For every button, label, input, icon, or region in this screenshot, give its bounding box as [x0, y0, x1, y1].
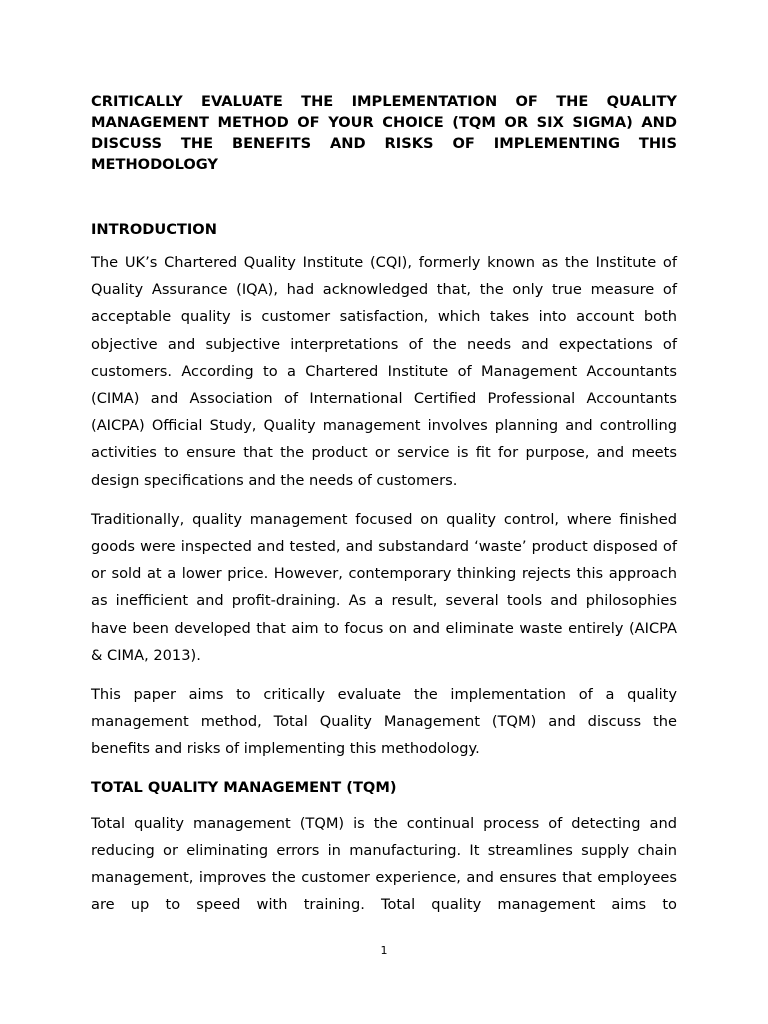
introduction-heading: INTRODUCTION — [91, 221, 217, 238]
page-number: 1 — [380, 944, 388, 957]
document-title: CRITICALLY EVALUATE THE IMPLEMENTATION OF THE QUALITY MANAGEMENT METHOD OF YOUR CHOICE (TQM OR SIX SIGMA) AND DISCUSS THE BENEFITS AND RISKS OF IMPLEMENTING THIS METHODOLOGY — [91, 93, 677, 173]
tqm-paragraph-1: Total quality management (TQM) is the continual process of detecting and reducing or eliminating errors in manufacturing. It streamlines supply chain management, improves the customer experience, and ensures that employees are up to speed with training. Total quality management aims to — [91, 814, 677, 914]
tqm-heading: TOTAL QUALITY MANAGEMENT (TQM) — [91, 778, 397, 796]
introduction-paragraph-3: This paper aims to critically evaluate the implementation of a quality management method, Total Quality Management (TQM) and discuss the benefits and risks of implementing this methodology. — [91, 686, 677, 758]
introduction-paragraph-1: The UK’s Chartered Quality Institute (CQI), formerly known as the Institute of Quality Assurance (IQA), had acknowledged that, the only true measure of acceptable quality is customer satisfaction, which takes into account both objective and subjective interpretations of the needs and expectations of customers. According to a Chartered Institute of Management Accountants (CIMA) and Association of International Certified Professional Accountants (AICPA) Official Study, Quality management involves planning and controlling activities to ensure that the product or service is fit for purpose, and meets design specifications and the needs of customers. — [91, 254, 677, 489]
page-content — [91, 91, 677, 918]
introduction-paragraph-2: Traditionally, quality management focused on quality control, where finished goods were inspected and tested, and substandard ‘waste’ product disposed of or sold at a lower price. However, contemporary thinking rejects this approach as inefficient and profit-draining. As a result, several tools and philosophies have been developed that aim to focus on and eliminate waste entirely (AICPA & CIMA, 2013). — [91, 510, 677, 664]
